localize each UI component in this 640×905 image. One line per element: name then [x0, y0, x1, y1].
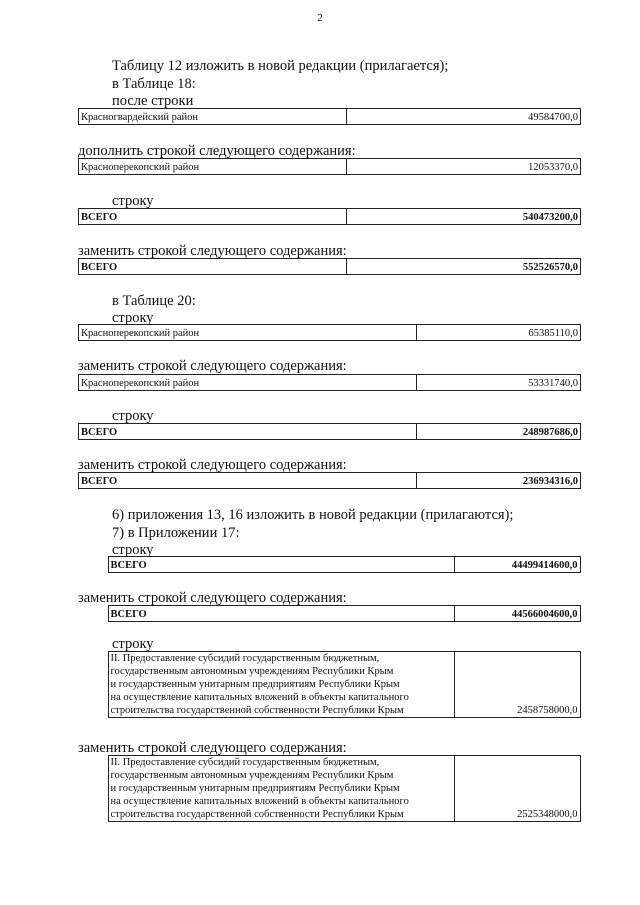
instruction-line: дополнить строкой следующего содержания: [78, 143, 356, 159]
page-number: 2 [317, 12, 323, 24]
instruction-line: строку [112, 542, 154, 558]
row-spacer [78, 756, 108, 822]
row-value: 236934316,0 [417, 473, 581, 489]
row-text-line: II. Предоставление субсидий государственным бюджетным, [110, 757, 380, 768]
table-row [78, 108, 581, 125]
row-name: ВСЕГО [108, 557, 454, 573]
table-row [78, 651, 581, 718]
row-value: 44566004600,0 [454, 606, 580, 622]
table-row [78, 208, 581, 225]
row-text-line: и государственным унитарным предприятиям Республики Крым [110, 679, 400, 690]
instruction-line: строку [112, 636, 154, 652]
row-name: ВСЕГО [79, 424, 417, 440]
row-text-line: строительства государственной собственности Республики Крым [110, 809, 404, 820]
instruction-line: заменить строкой следующего содержания: [78, 457, 347, 473]
row-text-line: строительства государственной собственности Республики Крым [110, 705, 404, 716]
table-row [78, 258, 581, 275]
row-spacer [78, 606, 108, 622]
instruction-line: в Таблице 18: [112, 76, 196, 92]
row-value: 2458758000,0 [454, 652, 580, 718]
row-value: 12053370,0 [347, 159, 581, 175]
instruction-line: строку [112, 193, 154, 209]
table-row [78, 423, 581, 440]
instruction-line: в Таблице 20: [112, 293, 196, 309]
row-value: 248987686,0 [417, 424, 581, 440]
instruction-line: заменить строкой следующего содержания: [78, 590, 347, 606]
row-value: 44499414600,0 [454, 557, 580, 573]
row-text-line: государственным автономным учреждениям Республики Крым [110, 770, 394, 781]
row-text-line: на осуществление капитальных вложений в объекты капитального [110, 796, 409, 807]
row-name: Красноперекопский район [79, 325, 417, 341]
table-row [78, 324, 581, 341]
instruction-line: заменить строкой следующего содержания: [78, 243, 347, 259]
instruction-line: строку [112, 310, 154, 326]
row-name: Красногвардейский район [79, 109, 347, 125]
row-text-line: на осуществление капитальных вложений в объекты капитального [110, 692, 409, 703]
instruction-line: заменить строкой следующего содержания: [78, 358, 347, 374]
row-name: Красноперекопский район [79, 375, 417, 391]
row-name: ВСЕГО [79, 473, 417, 489]
instruction-line: Таблицу 12 изложить в новой редакции (прилагается); [112, 58, 449, 74]
instruction-line: 7) в Приложении 17: [112, 525, 240, 541]
table-row [78, 755, 581, 822]
row-multiline-name [108, 756, 454, 822]
row-value: 49584700,0 [347, 109, 581, 125]
row-value: 65385110,0 [417, 325, 581, 341]
row-text-line: II. Предоставление субсидий государственным бюджетным, [110, 653, 380, 664]
table-row [78, 472, 581, 489]
row-spacer [78, 652, 108, 718]
row-text-line: и государственным унитарным предприятиям Республики Крым [110, 783, 400, 794]
table-row [78, 556, 581, 573]
row-name: ВСЕГО [108, 606, 454, 622]
table-row [78, 374, 581, 391]
row-multiline-name [108, 652, 454, 718]
table-row [78, 605, 581, 622]
row-name: ВСЕГО [79, 209, 347, 225]
row-name: ВСЕГО [79, 259, 347, 275]
row-value: 53331740,0 [417, 375, 581, 391]
row-value: 552526570,0 [347, 259, 581, 275]
instruction-line: после строки [112, 93, 194, 109]
row-text-line: государственным автономным учреждениям Республики Крым [110, 666, 394, 677]
instruction-line: 6) приложения 13, 16 изложить в новой редакции (прилагаются); [112, 507, 514, 523]
instruction-line: заменить строкой следующего содержания: [78, 740, 347, 756]
row-spacer [78, 557, 108, 573]
instruction-line: строку [112, 408, 154, 424]
row-value: 540473200,0 [347, 209, 581, 225]
table-row [78, 158, 581, 175]
row-value: 2525348000,0 [454, 756, 580, 822]
row-name: Красноперекопский район [79, 159, 347, 175]
